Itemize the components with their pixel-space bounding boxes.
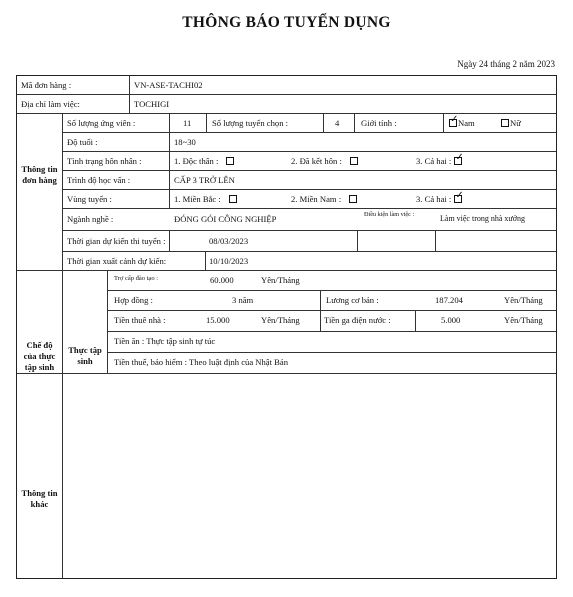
marital-both[interactable] bbox=[416, 157, 462, 166]
training-allowance-unit: Yên/Tháng bbox=[261, 275, 300, 285]
rule bbox=[62, 208, 556, 209]
rent-value: 15.000 bbox=[206, 315, 230, 325]
benefit-section-heading: Chế độ của thực tập sinh bbox=[23, 340, 56, 372]
rule bbox=[320, 290, 321, 331]
rule bbox=[415, 310, 416, 331]
region-both[interactable] bbox=[416, 195, 462, 204]
other-section-heading: Thông tin khác bbox=[21, 488, 58, 509]
marital-married-checkbox[interactable] bbox=[350, 157, 358, 165]
rent-unit: Yên/Tháng bbox=[261, 315, 300, 325]
base-salary-unit: Yên/Tháng bbox=[504, 295, 543, 305]
applicants-value: 11 bbox=[183, 118, 192, 128]
rule bbox=[107, 352, 556, 353]
rule bbox=[323, 113, 324, 132]
rule bbox=[129, 76, 130, 113]
rule bbox=[205, 251, 206, 270]
applicants-label: Số lượng ứng viên : bbox=[67, 118, 136, 128]
region-both-label: 3. Cả hai : bbox=[416, 194, 452, 204]
rule bbox=[62, 170, 556, 171]
exam-date-label: Thời gian dự kiến thi tuyển : bbox=[67, 236, 166, 246]
order-code-label: Mã đơn hàng : bbox=[21, 80, 72, 90]
contract-label: Hợp đồng : bbox=[114, 295, 153, 305]
rule bbox=[62, 230, 556, 231]
base-salary-value: 187.204 bbox=[435, 295, 463, 305]
work-condition-label: Điều kiện làm việc : bbox=[364, 211, 415, 218]
region-south[interactable] bbox=[291, 195, 357, 204]
region-south-checkbox[interactable] bbox=[349, 195, 357, 203]
gender-male-option[interactable] bbox=[449, 119, 475, 128]
marital-single-label: 1. Độc thân : bbox=[174, 156, 219, 166]
utilities-value: 5.000 bbox=[441, 315, 461, 325]
rule bbox=[17, 270, 556, 271]
rule bbox=[17, 113, 556, 114]
region-south-label: 2. Miền Nam : bbox=[291, 194, 342, 204]
age-label: Độ tuổi : bbox=[67, 137, 98, 147]
rule bbox=[443, 113, 444, 132]
meals-policy: Tiền ăn : Thực tập sinh tự túc bbox=[114, 336, 216, 346]
rule bbox=[62, 132, 556, 133]
industry-value: ĐÓNG GÓI CÔNG NGHIỆP bbox=[174, 214, 277, 224]
marital-single-checkbox[interactable] bbox=[226, 157, 234, 165]
utilities-label: Tiền ga điện nước : bbox=[324, 315, 391, 325]
rule bbox=[206, 113, 207, 132]
rule bbox=[107, 270, 108, 373]
tax-policy: Tiền thuế, bảo hiểm : Theo luật định của Nhật Bản bbox=[114, 357, 288, 367]
depart-date-label: Thời gian xuất cảnh dự kiến: bbox=[67, 256, 167, 266]
benefit-sub-heading: Thực tập sinh bbox=[68, 345, 102, 366]
selected-label: Số lượng tuyển chọn : bbox=[212, 118, 289, 128]
base-salary-label: Lương cơ bản : bbox=[326, 295, 379, 305]
marital-both-checkbox[interactable] bbox=[454, 157, 462, 165]
rule bbox=[107, 290, 556, 291]
gender-female-option[interactable] bbox=[501, 119, 521, 128]
order-code-value: VN-ASE-TACHI02 bbox=[134, 80, 203, 90]
marital-label: Tình trạng hôn nhân : bbox=[67, 156, 142, 166]
rule bbox=[62, 189, 556, 190]
rule bbox=[107, 331, 556, 332]
industry-label: Ngành nghề : bbox=[67, 214, 114, 224]
age-value: 18~30 bbox=[174, 137, 196, 147]
female-label: Nữ bbox=[510, 118, 521, 128]
other-info-area[interactable] bbox=[63, 374, 555, 577]
recruitment-form bbox=[16, 75, 557, 579]
male-checkbox[interactable] bbox=[449, 119, 457, 127]
region-label: Vùng tuyển : bbox=[67, 194, 112, 204]
marital-married-label: 2. Đã kết hôn : bbox=[291, 156, 342, 166]
rule bbox=[354, 113, 355, 132]
work-location-value: TOCHIGI bbox=[134, 99, 170, 109]
rule bbox=[62, 151, 556, 152]
contract-value: 3 năm bbox=[232, 295, 254, 305]
depart-date-value: 10/10/2023 bbox=[209, 256, 249, 266]
selected-value: 4 bbox=[335, 118, 340, 128]
female-checkbox[interactable] bbox=[501, 119, 509, 127]
male-label: Nam bbox=[458, 118, 475, 128]
rule bbox=[169, 113, 170, 208]
rule bbox=[357, 230, 358, 251]
training-allowance-label: Trợ cấp đào tạo : bbox=[114, 275, 158, 282]
utilities-unit: Yên/Tháng bbox=[504, 315, 543, 325]
education-value: CẤP 3 TRỞ LÊN bbox=[174, 175, 235, 185]
marital-both-label: 3. Cả hai : bbox=[416, 156, 452, 166]
region-north-checkbox[interactable] bbox=[229, 195, 237, 203]
exam-date-value: 08/03/2023 bbox=[209, 236, 249, 246]
marital-married[interactable] bbox=[291, 157, 358, 166]
rent-label: Tiền thuê nhà : bbox=[114, 315, 166, 325]
work-condition-value: Làm việc trong nhà xưởng bbox=[440, 214, 525, 223]
document-date: Ngày 24 tháng 2 năm 2023 bbox=[457, 59, 555, 69]
page-title: THÔNG BÁO TUYỂN DỤNG bbox=[182, 14, 391, 31]
rule bbox=[107, 310, 556, 311]
region-both-checkbox[interactable] bbox=[454, 195, 462, 203]
work-location-label: Địa chỉ làm việc: bbox=[21, 99, 80, 109]
education-label: Trình độ học vấn : bbox=[67, 175, 131, 185]
rule bbox=[435, 230, 436, 251]
rule bbox=[17, 94, 556, 95]
marital-single[interactable] bbox=[174, 157, 234, 166]
training-allowance-value: 60.000 bbox=[210, 275, 234, 285]
order-section-heading: Thông tin đơn hàng bbox=[21, 164, 58, 185]
region-north-label: 1. Miền Bắc : bbox=[174, 194, 221, 204]
rule bbox=[62, 251, 556, 252]
gender-label: Giới tính : bbox=[361, 118, 397, 128]
rule bbox=[169, 230, 170, 251]
region-north[interactable] bbox=[174, 195, 237, 204]
